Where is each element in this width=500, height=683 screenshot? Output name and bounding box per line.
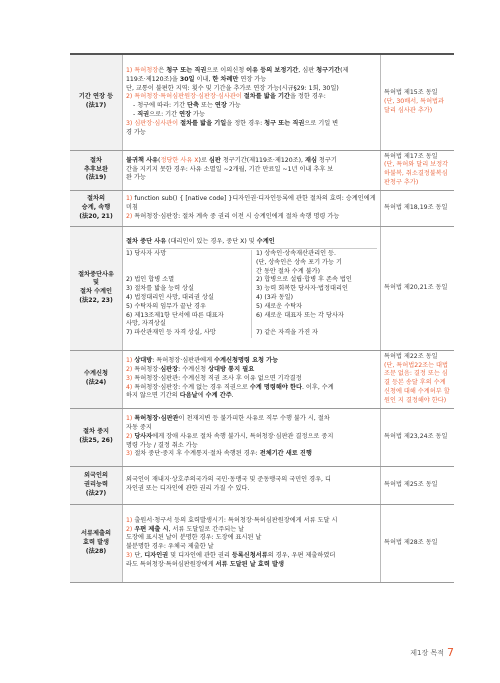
table-row: [70, 408, 454, 466]
table-row: [70, 54, 454, 150]
content-line: 1) 상대방: 특허청장·심판관에게 수계신청명령 요청 가능: [126, 357, 279, 365]
suspension-causes: 1) 당사자 사망 2) 법인 합병 소멸 3) 절차를 밟을 능력 상실 4) 법정대리인 사망, 대리권 상실 5) 수탁자의 임무가 끝난 경우 6) 제13조제1항 단서에 따른 대표자 사망, 자격상실 7) 파산관재인 등 자격 상실, 사망: [126, 250, 252, 338]
content-line: 명령 가능 / 결정 취소 가능: [126, 441, 198, 449]
content-line: 2) 특허청장·심판장: 절차 계속 중 권리 이전 시 승계인에게 절차 속행 명령 가능: [126, 212, 340, 220]
subheader: 절차 중단 사유 (대리인이 있는 경우, 중단 X) 및 수계인: [126, 238, 377, 249]
content-line: 119조·제120조)을 30일 이내, 한 차례만 연장 가능: [126, 75, 267, 83]
row-content: [123, 504, 381, 582]
row-note: 특허법 제25조 동일: [381, 466, 455, 504]
row-note: 특허법 제17조 동일 (단, 특허와 달리 보정각하불복, 취소결정불복심판청구 추가): [381, 150, 455, 190]
content-line: 단, 교통이 불편한 지역: 횟수 및 기간을 추가로 연장 가능(시규§29: 1회, 30일): [126, 84, 339, 92]
row-content: [123, 150, 381, 190]
content-line: 불귀책 사유(정당한 사유 X)로 심판 청구기간(제119조·제120조), 재심 청구기: [126, 156, 337, 164]
content-line: 도장에 표시된 날이 분명한 경우: 도장에 표시된 날: [126, 534, 262, 542]
row-content: 외국인이 재내지·상호주의국가의 국민·동맹국 및 준동맹국의 국민인 경우, 디 자인권 또는 디자인에 관한 권리 가질 수 있다.: [123, 466, 381, 504]
content-line: 1) function sub() { [native code] }디자인권·디자인등록에 관한 절차의 효력: 승계인에게 미침: [126, 194, 376, 211]
row-header: 외국인의 권리능력 (法27): [70, 466, 123, 504]
content-line: 3) 단, 디자인권 및 디자인에 관한 권리 등록신청서류의 경우, 우편 제출하였더: [126, 551, 336, 559]
content-line: 1) 특허청장은 청구 또는 직권으로 이의신청 이유 등의 보정기간, 심판 청구기간(제: [126, 67, 349, 75]
content-line: 3) 절차 중단·중지 후 수계통지·절차 속행된 경우: 전체기간 새로 진행: [126, 450, 312, 458]
content-line: 2) 당사자에게 장애 사유로 절차 속행 불가시, 특허청장·심판관 결정으로 중지: [126, 432, 334, 440]
content-line: 1) 출원서·청구서 등의 효력발생시기: 특허청장·특허심판원장에게 서류 도달 시: [126, 516, 338, 524]
content-line: - 청구에 따라: 기간 단축 또는 연장 가능: [133, 102, 241, 110]
table-row: [70, 190, 454, 226]
table-row: [70, 350, 454, 408]
content-line: 2) 특허청장·특허심판원장·심판장·심사관이 절차를 밟을 기간을 정한 경우:: [126, 93, 326, 101]
content-page: [70, 53, 454, 583]
row-content: [123, 350, 381, 408]
row-note: 특허법 제18,19조 동일: [381, 190, 455, 226]
content-line: 4) 특허청장·심판장: 수계 없는 경우 직권으로 수계 명령해야 한다. 이후, 수계: [126, 383, 334, 391]
page-number: 7: [447, 646, 454, 659]
table-row: [70, 150, 454, 190]
inner-table: [126, 250, 377, 338]
row-header: 기간 연장 등 (法17): [70, 54, 123, 150]
row-note: 특허법 제15조 동일 (단, 30배서, 특허법과 달리 심사관 추가): [381, 54, 455, 150]
content-line: 하지 않으면 기간의 다음날에 수계 간주.: [126, 392, 234, 400]
row-content: [123, 190, 381, 226]
chapter-label: 제1장 목적: [410, 649, 444, 657]
content-line: 불분명한 경우: 우체국 제출한 날: [126, 543, 214, 551]
page-footer: [410, 646, 454, 659]
row-note: 특허법 제28조 동일: [381, 504, 455, 582]
content-line: 자동 중지: [126, 423, 152, 431]
content-line: 완 가능: [126, 174, 146, 182]
summary-table: [70, 53, 454, 583]
row-header: 절차중단사유 및 절차 수계인 (法22, 23): [70, 226, 123, 350]
content-line: 라도 특허청장·특허심판원장에게 서류 도달된 날 효력 발생: [126, 560, 284, 568]
row-header: 서류제출의 효력 발생 (法28): [70, 504, 123, 582]
successors: 1) 상속인·상속재산관리인 등. (단, 상속인은 상속 포기 가능 기 간 동안 절차 수계 불가) 2) 합병으로 설립·합병 후 존속 법인 3) 능력 회복한 당사자·법정대리인 4) (3과 동일) 5) 새로운 수탁자 6) 새로운 대표자 또는 각 당사자 7) 같은 자격을 가진 자: [256, 250, 352, 337]
row-note: 특허법 제22조 동일 (단, 특허법22조는 대법조문 없음: 결정 또는 심결 등본 송달 후의 수계신청에 대해 수계허부 할 원인 지 결정해야 한다): [381, 350, 455, 408]
row-note: 특허법 제23,24조 동일: [381, 408, 455, 466]
row-content: [123, 408, 381, 466]
row-content: [123, 226, 381, 350]
content-line: 2) 우편 제출 시, 서류 도달일로 간주되는 날: [126, 525, 245, 533]
row-header: 절차 추후보완 (法19): [70, 150, 123, 190]
content-line: 간을 지키지 못한 경우: 사유 소멸일 ~2개월, 기간 만료일 ~1년 이내 추후 보: [126, 165, 334, 173]
row-header: 수계신청 (法24): [70, 350, 123, 408]
content-line: 3) 특허청장·심판관: 수계신청 직권 조사 후 이유 없으면 기각결정: [126, 374, 302, 382]
row-content: [123, 54, 381, 150]
content-line: - 직권으로: 기간 연장 가능: [133, 111, 205, 119]
content-line: 2) 특허청장·심판장: 수계신청 상대방 통지 필요: [126, 365, 255, 373]
table-row: [70, 466, 454, 504]
content-line: 1) 특허청장·심판관이 천재지변 등 불가피한 사유로 직무 수행 불가 시, 절차: [126, 415, 330, 423]
row-header: 절차 중지 (法25, 26): [70, 408, 123, 466]
table-row: [70, 226, 454, 350]
table-row: [70, 504, 454, 582]
row-note: 특허법 제20,21조 동일: [381, 226, 455, 350]
content-line: 경 가능: [126, 128, 146, 136]
content-line: 3) 심판장·심사관이 절차를 밟을 기일을 정한 경우: 청구 또는 직권으로 기일 변: [126, 119, 339, 127]
row-header: 절차의 승계, 속행 (法20, 21): [70, 190, 123, 226]
